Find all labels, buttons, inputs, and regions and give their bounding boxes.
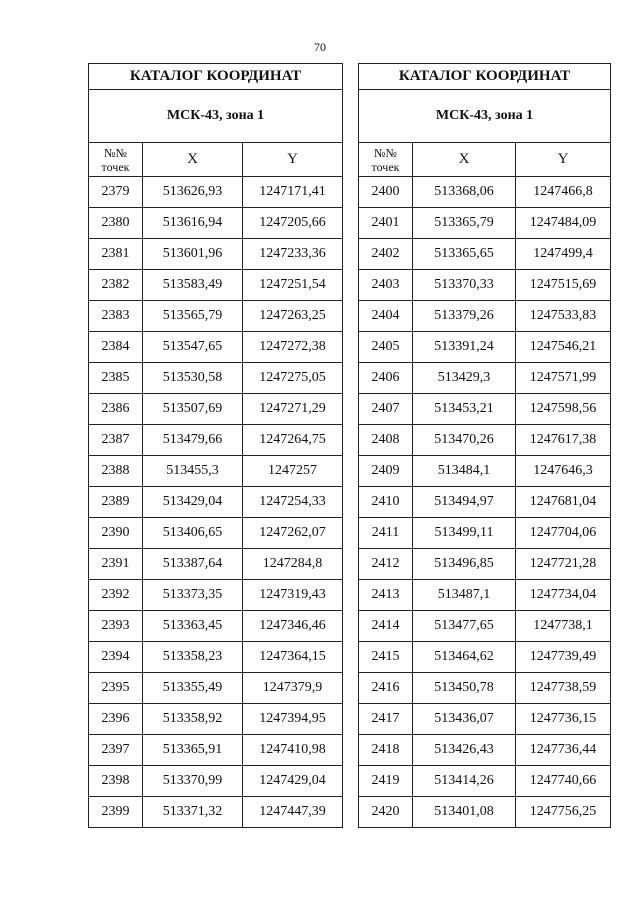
column-header-point-number	[89, 143, 143, 177]
table-row	[359, 549, 611, 580]
cell-y-coordinate: 1247264,75	[243, 425, 343, 456]
table-row	[89, 735, 343, 766]
cell-x-coordinate: 513379,26	[413, 301, 516, 332]
cell-y-coordinate: 1247499,4	[516, 239, 611, 270]
table-row	[359, 456, 611, 487]
cell-x-coordinate: 513371,32	[143, 797, 243, 828]
cell-y-coordinate: 1247364,15	[243, 642, 343, 673]
cell-point-number: 2414	[359, 611, 413, 642]
point-number-header-line1: №№	[374, 145, 397, 160]
table-row	[359, 394, 611, 425]
cell-x-coordinate: 513401,08	[413, 797, 516, 828]
cell-x-coordinate: 513601,96	[143, 239, 243, 270]
cell-x-coordinate: 513450,78	[413, 673, 516, 704]
table-row	[359, 673, 611, 704]
cell-point-number: 2417	[359, 704, 413, 735]
table-row	[359, 270, 611, 301]
table-row	[89, 177, 343, 208]
cell-point-number: 2402	[359, 239, 413, 270]
cell-y-coordinate: 1247346,46	[243, 611, 343, 642]
cell-y-coordinate: 1247736,15	[516, 704, 611, 735]
cell-y-coordinate: 1247738,1	[516, 611, 611, 642]
cell-point-number: 2392	[89, 580, 143, 611]
cell-y-coordinate: 1247646,3	[516, 456, 611, 487]
cell-y-coordinate: 1247251,54	[243, 270, 343, 301]
cell-point-number: 2405	[359, 332, 413, 363]
cell-x-coordinate: 513494,97	[413, 487, 516, 518]
cell-point-number: 2411	[359, 518, 413, 549]
cell-y-coordinate: 1247598,56	[516, 394, 611, 425]
cell-x-coordinate: 513499,11	[413, 518, 516, 549]
table-row	[359, 642, 611, 673]
cell-point-number: 2397	[89, 735, 143, 766]
cell-x-coordinate: 513355,49	[143, 673, 243, 704]
cell-x-coordinate: 513358,92	[143, 704, 243, 735]
cell-x-coordinate: 513426,43	[413, 735, 516, 766]
cell-y-coordinate: 1247533,83	[516, 301, 611, 332]
table-subtitle: МСК-43, зона 1	[89, 90, 343, 143]
cell-point-number: 2406	[359, 363, 413, 394]
cell-point-number: 2380	[89, 208, 143, 239]
cell-point-number: 2410	[359, 487, 413, 518]
cell-y-coordinate: 1247704,06	[516, 518, 611, 549]
cell-point-number: 2386	[89, 394, 143, 425]
table-row	[89, 425, 343, 456]
cell-x-coordinate: 513365,79	[413, 208, 516, 239]
column-header-x: X	[143, 143, 243, 177]
table-row	[89, 456, 343, 487]
table-row	[359, 425, 611, 456]
cell-point-number: 2383	[89, 301, 143, 332]
cell-point-number: 2395	[89, 673, 143, 704]
table-row	[89, 704, 343, 735]
cell-x-coordinate: 513363,45	[143, 611, 243, 642]
cell-y-coordinate: 1247736,44	[516, 735, 611, 766]
cell-point-number: 2413	[359, 580, 413, 611]
cell-point-number: 2416	[359, 673, 413, 704]
cell-point-number: 2398	[89, 766, 143, 797]
table-row	[359, 518, 611, 549]
cell-x-coordinate: 513429,04	[143, 487, 243, 518]
table-row	[89, 363, 343, 394]
cell-x-coordinate: 513583,49	[143, 270, 243, 301]
cell-x-coordinate: 513365,91	[143, 735, 243, 766]
cell-y-coordinate: 1247233,36	[243, 239, 343, 270]
page-number: 70	[314, 40, 326, 54]
coordinate-catalog-table	[88, 63, 343, 828]
cell-point-number: 2399	[89, 797, 143, 828]
table-row	[359, 487, 611, 518]
cell-point-number: 2418	[359, 735, 413, 766]
table-subtitle: МСК-43, зона 1	[359, 90, 611, 143]
cell-y-coordinate: 1247721,28	[516, 549, 611, 580]
cell-x-coordinate: 513365,65	[413, 239, 516, 270]
table-row	[89, 797, 343, 828]
cell-y-coordinate: 1247410,98	[243, 735, 343, 766]
cell-point-number: 2408	[359, 425, 413, 456]
cell-point-number: 2396	[89, 704, 143, 735]
cell-y-coordinate: 1247262,07	[243, 518, 343, 549]
table-title: КАТАЛОГ КООРДИНАТ	[359, 64, 611, 90]
point-number-header-line2: точек	[371, 159, 400, 174]
cell-point-number: 2400	[359, 177, 413, 208]
cell-point-number: 2409	[359, 456, 413, 487]
cell-x-coordinate: 513565,79	[143, 301, 243, 332]
table-row	[359, 332, 611, 363]
cell-point-number: 2404	[359, 301, 413, 332]
cell-y-coordinate: 1247394,95	[243, 704, 343, 735]
coordinate-catalog-table	[358, 63, 611, 828]
cell-y-coordinate: 1247484,09	[516, 208, 611, 239]
cell-x-coordinate: 513358,23	[143, 642, 243, 673]
cell-point-number: 2390	[89, 518, 143, 549]
cell-point-number: 2412	[359, 549, 413, 580]
cell-point-number: 2391	[89, 549, 143, 580]
table-row	[89, 270, 343, 301]
column-header-point-number	[359, 143, 413, 177]
cell-x-coordinate: 513470,26	[413, 425, 516, 456]
cell-x-coordinate: 513453,21	[413, 394, 516, 425]
cell-x-coordinate: 513455,3	[143, 456, 243, 487]
cell-point-number: 2407	[359, 394, 413, 425]
table-row	[89, 487, 343, 518]
table-row	[359, 177, 611, 208]
cell-x-coordinate: 513368,06	[413, 177, 516, 208]
cell-y-coordinate: 1247466,8	[516, 177, 611, 208]
table-body	[89, 177, 343, 828]
column-header-y: Y	[516, 143, 611, 177]
table-row	[359, 735, 611, 766]
cell-y-coordinate: 1247571,99	[516, 363, 611, 394]
cell-x-coordinate: 513487,1	[413, 580, 516, 611]
cell-y-coordinate: 1247546,21	[516, 332, 611, 363]
cell-point-number: 2384	[89, 332, 143, 363]
cell-x-coordinate: 513370,99	[143, 766, 243, 797]
cell-x-coordinate: 513373,35	[143, 580, 243, 611]
table-row	[359, 704, 611, 735]
table-body	[359, 177, 611, 828]
table-row	[89, 301, 343, 332]
table-row	[89, 518, 343, 549]
table-row	[89, 580, 343, 611]
cell-y-coordinate: 1247734,04	[516, 580, 611, 611]
table-row	[359, 797, 611, 828]
cell-point-number: 2379	[89, 177, 143, 208]
cell-point-number: 2385	[89, 363, 143, 394]
cell-x-coordinate: 513414,26	[413, 766, 516, 797]
cell-y-coordinate: 1247429,04	[243, 766, 343, 797]
column-header-y: Y	[243, 143, 343, 177]
cell-point-number: 2389	[89, 487, 143, 518]
cell-x-coordinate: 513479,66	[143, 425, 243, 456]
cell-point-number: 2394	[89, 642, 143, 673]
cell-point-number: 2388	[89, 456, 143, 487]
table-row	[89, 611, 343, 642]
cell-point-number: 2381	[89, 239, 143, 270]
cell-x-coordinate: 513547,65	[143, 332, 243, 363]
table-row	[89, 549, 343, 580]
cell-x-coordinate: 513496,85	[413, 549, 516, 580]
table-row	[89, 394, 343, 425]
cell-y-coordinate: 1247515,69	[516, 270, 611, 301]
cell-point-number: 2393	[89, 611, 143, 642]
point-number-header-line1: №№	[104, 145, 127, 160]
table-row	[89, 673, 343, 704]
cell-y-coordinate: 1247272,38	[243, 332, 343, 363]
cell-x-coordinate: 513626,93	[143, 177, 243, 208]
cell-y-coordinate: 1247257	[243, 456, 343, 487]
cell-y-coordinate: 1247617,38	[516, 425, 611, 456]
point-number-header-line2: точек	[101, 159, 130, 174]
cell-y-coordinate: 1247271,29	[243, 394, 343, 425]
table-row	[89, 332, 343, 363]
cell-y-coordinate: 1247738,59	[516, 673, 611, 704]
cell-point-number: 2403	[359, 270, 413, 301]
cell-point-number: 2387	[89, 425, 143, 456]
table-title: КАТАЛОГ КООРДИНАТ	[89, 64, 343, 90]
cell-y-coordinate: 1247379,9	[243, 673, 343, 704]
table-row	[89, 766, 343, 797]
cell-x-coordinate: 513370,33	[413, 270, 516, 301]
cell-x-coordinate: 513477,65	[413, 611, 516, 642]
table-row	[89, 208, 343, 239]
cell-x-coordinate: 513406,65	[143, 518, 243, 549]
table-row	[359, 208, 611, 239]
table-row	[359, 611, 611, 642]
table-row	[359, 363, 611, 394]
column-header-x: X	[413, 143, 516, 177]
cell-y-coordinate: 1247254,33	[243, 487, 343, 518]
cell-x-coordinate: 513429,3	[413, 363, 516, 394]
cell-x-coordinate: 513436,07	[413, 704, 516, 735]
cell-x-coordinate: 513464,62	[413, 642, 516, 673]
cell-point-number: 2420	[359, 797, 413, 828]
table-row	[359, 580, 611, 611]
cell-y-coordinate: 1247739,49	[516, 642, 611, 673]
table-row	[359, 766, 611, 797]
table-row	[89, 239, 343, 270]
cell-x-coordinate: 513616,94	[143, 208, 243, 239]
cell-y-coordinate: 1247447,39	[243, 797, 343, 828]
cell-point-number: 2382	[89, 270, 143, 301]
cell-x-coordinate: 513391,24	[413, 332, 516, 363]
cell-point-number: 2419	[359, 766, 413, 797]
cell-y-coordinate: 1247263,25	[243, 301, 343, 332]
cell-y-coordinate: 1247171,41	[243, 177, 343, 208]
cell-x-coordinate: 513387,64	[143, 549, 243, 580]
cell-x-coordinate: 513530,58	[143, 363, 243, 394]
cell-point-number: 2415	[359, 642, 413, 673]
table-row	[89, 642, 343, 673]
cell-y-coordinate: 1247275,05	[243, 363, 343, 394]
cell-point-number: 2401	[359, 208, 413, 239]
table-row	[359, 239, 611, 270]
cell-y-coordinate: 1247756,25	[516, 797, 611, 828]
cell-y-coordinate: 1247681,04	[516, 487, 611, 518]
cell-x-coordinate: 513484,1	[413, 456, 516, 487]
cell-y-coordinate: 1247740,66	[516, 766, 611, 797]
table-row	[359, 301, 611, 332]
cell-y-coordinate: 1247205,66	[243, 208, 343, 239]
cell-y-coordinate: 1247319,43	[243, 580, 343, 611]
cell-x-coordinate: 513507,69	[143, 394, 243, 425]
cell-y-coordinate: 1247284,8	[243, 549, 343, 580]
